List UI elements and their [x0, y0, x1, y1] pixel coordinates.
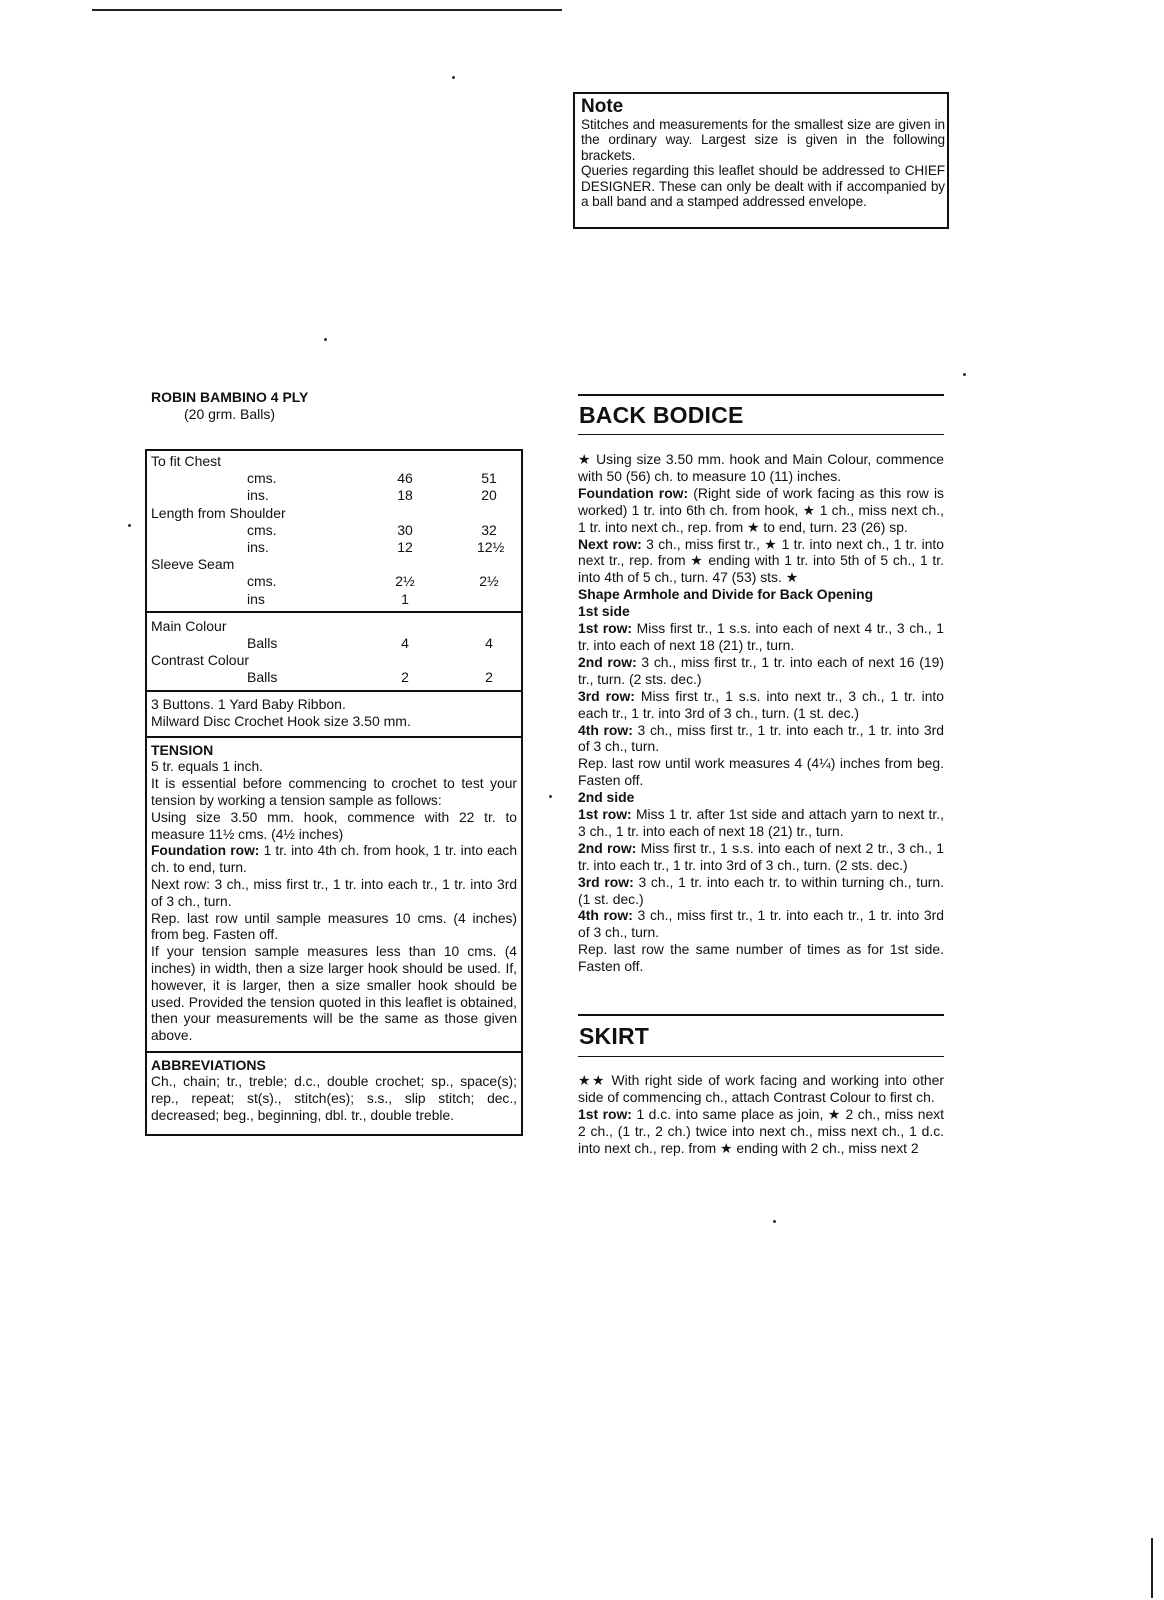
specification-box — [145, 449, 523, 1136]
side1-row3 — [578, 688, 944, 722]
measurements-row-label: cms. — [247, 573, 277, 590]
side1-row3-label: 3rd row: — [578, 687, 635, 704]
side2-row1-text: Miss 1 tr. after 1st side and attach yarn to next tr., 3 ch., 1 tr. into each of next 18 (21) tr., turn. — [578, 806, 944, 839]
side1-row1-label: 1st row: — [578, 620, 633, 637]
back-bodice-rule-top — [578, 394, 944, 396]
measurements-row-large: 12½ — [477, 538, 505, 555]
skirt-row1 — [578, 1106, 944, 1157]
materials-row-large: 4 — [485, 634, 493, 651]
materials-row-large: 2 — [485, 669, 493, 686]
back-bodice-rule-bottom — [578, 434, 944, 435]
measurements-row — [147, 539, 521, 556]
side2-row1-label: 1st row: — [578, 806, 632, 823]
note-box — [573, 92, 949, 229]
measurements-row — [147, 470, 521, 487]
measurements-row-label: ins — [247, 590, 265, 607]
abbreviations-section — [147, 1051, 521, 1134]
materials-row — [147, 669, 521, 686]
abbreviations-text: Ch., chain; tr., treble; d.c., double crochet; sp., space(s); rep., repeat; st(s)., stitch(es); s.s., slip stitch; dec., decreased; beg., beginning, dbl. tr., double treble. — [151, 1073, 517, 1123]
scan-edge-mark — [1151, 1538, 1153, 1598]
measurements-row — [147, 522, 521, 539]
back-bodice-next — [578, 536, 944, 587]
materials-row-label: Balls — [247, 634, 278, 651]
yarn-title: ROBIN BAMBINO 4 PLY — [151, 389, 309, 405]
measurements-row-small: 12 — [397, 538, 413, 555]
scan-speck — [963, 373, 966, 376]
back-bodice-foundation — [578, 485, 944, 536]
measurements-row-label: Length from Shoulder — [151, 504, 286, 521]
second-side-heading: 2nd side — [578, 789, 635, 806]
measurements-row-label: ins. — [247, 487, 269, 504]
side2-row1 — [578, 806, 944, 840]
tension-text-7: If your tension sample measures less than 10 cms. (4 inches) in width, then a size larger hook should be used. If, however, it is larger, then a size smaller hook should be used. Provided the tension quoted in this leaflet is obtained, then your measurements will be the same as those given above. — [151, 944, 517, 1044]
side1-repeat: Rep. last row until work measures 4 (4¼) inches from beg. Fasten off. — [578, 755, 944, 789]
measurements-row-small: 1 — [401, 590, 409, 607]
side1-row3-text: Miss first tr., 1 s.s. into next tr., 3 ch., 1 tr. into each tr., 1 tr. into 3rd of 3 ch., turn. (1 st. dec.) — [578, 687, 945, 721]
tension-section — [147, 736, 521, 1051]
next-row-text: 3 ch., miss first tr., ★ 1 tr. into next ch., 1 tr. into next tr., rep. from ★ ending with 1 tr. into 5th of 5 ch., 1 tr. into 4th of 5 ch., turn. 47 (53) sts. ★ — [578, 535, 945, 586]
tension-text-2: It is essential before commencing to crochet to test your tension by working a tension sample as follows: — [151, 776, 517, 809]
note-title: Note — [581, 96, 624, 117]
scan-speck — [324, 338, 327, 341]
notions-line-1: 3 Buttons. 1 Yard Baby Ribbon. — [151, 696, 346, 713]
side1-row4-text: 3 ch., miss first tr., 1 tr. into each tr., 1 tr. into 3rd of 3 ch., turn. — [578, 721, 944, 755]
scan-speck — [773, 1220, 776, 1223]
measurements-row-label: Sleeve Seam — [151, 556, 235, 573]
tension-text-3: Using size 3.50 mm. hook, commence with 22 tr. to measure 11½ cms. (4½ inches) — [151, 809, 517, 842]
tension-text-6: Rep. last row until sample measures 10 cms. (4 inches) from beg. Fasten off. — [151, 910, 517, 943]
measurements-row-large: 2½ — [479, 573, 499, 590]
side1-row2-text: 3 ch., miss first tr., 1 tr. into each of next 16 (19) tr., turn. (2 sts. dec.) — [578, 653, 944, 687]
scan-speck — [549, 795, 552, 798]
scan-speck — [128, 524, 131, 527]
side2-row4-label: 4th row: — [578, 907, 633, 924]
side2-row2 — [578, 840, 944, 874]
side2-row4-text: 3 ch., miss first tr., 1 tr. into each tr., 1 tr. into 3rd of 3 ch., turn. — [578, 907, 944, 941]
measurements-row — [147, 591, 521, 608]
back-bodice-title: BACK BODICE — [579, 402, 744, 428]
tension-text-1: 5 tr. equals 1 inch. — [151, 759, 263, 775]
yarn-subtitle: (20 grm. Balls) — [184, 406, 276, 422]
scan-speck — [452, 76, 455, 79]
materials-row — [147, 618, 521, 635]
next-row-label: Next row: — [578, 535, 642, 552]
measurements-row — [147, 487, 521, 504]
abbreviations-title: ABBREVIATIONS — [151, 1056, 266, 1073]
side2-row2-label: 2nd row: — [578, 839, 637, 856]
side2-repeat: Rep. last row the same number of times as for 1st side. Fasten off. — [578, 941, 944, 975]
materials-row-small: 4 — [401, 634, 409, 651]
skirt-row1-label: 1st row: — [578, 1105, 632, 1122]
tension-text-5: Next row: 3 ch., miss first tr., 1 tr. into each tr., 1 tr. into 3rd of 3 ch., turn. — [151, 877, 517, 909]
measurements-row-large: 20 — [481, 487, 497, 504]
measurements-row-large: 32 — [481, 521, 497, 538]
side1-row2-label: 2nd row: — [578, 653, 637, 670]
materials-row-label: Main Colour — [151, 617, 227, 634]
measurements-row-label: cms. — [247, 521, 277, 538]
tension-text-4 — [151, 843, 517, 877]
measurements-row — [147, 505, 521, 522]
side1-row1-text: Miss first tr., 1 s.s. into each of next 4 tr., 3 ch., 1 tr. into each of next 18 (21) tr., turn. — [578, 620, 944, 653]
skirt-rule-top — [578, 1014, 944, 1016]
top-rule — [92, 9, 562, 11]
side2-row2-text: Miss first tr., 1 s.s. into each of next 2 tr., 3 ch., 1 tr. into each tr., 1 tr. into 3rd of 3 ch., turn. (2 sts. dec.) — [578, 839, 944, 873]
note-paragraph-1: Stitches and measurements for the smallest size are given in the ordinary way. Largest size is given in the following brackets. — [581, 117, 945, 163]
note-paragraph-2: Queries regarding this leaflet should be addressed to CHIEF DESIGNER. These can only be dealt with if accompanied by a ball band and a stamped addressed envelope. — [581, 163, 945, 210]
side1-row1 — [578, 620, 944, 654]
materials-row-label: Contrast Colour — [151, 652, 250, 669]
tension-foundation-text: 1 tr. into 4th ch. from hook, 1 tr. into each ch. to end, turn. — [151, 843, 517, 876]
side2-row4 — [578, 907, 944, 941]
skirt-instructions — [578, 1072, 944, 1157]
measurements-row-small: 2½ — [395, 573, 415, 590]
tension-foundation-label: Foundation row: — [151, 843, 260, 859]
side2-row3-text: 3 ch., 1 tr. into each tr. to within turning ch., turn. (1 st. dec.) — [578, 873, 945, 907]
back-bodice-intro: ★ Using size 3.50 mm. hook and Main Colour, commence with 50 (56) ch. to measure 10 (11) inches. — [578, 451, 944, 484]
measurements-row-label: To fit Chest — [151, 453, 222, 469]
side1-row4 — [578, 722, 944, 756]
measurements-row — [147, 573, 521, 590]
notions-section — [147, 690, 521, 736]
measurements-row-small: 30 — [397, 521, 413, 538]
side2-row3-label: 3rd row: — [578, 873, 634, 890]
foundation-label: Foundation row: — [578, 484, 689, 501]
materials-row-small: 2 — [401, 669, 409, 686]
back-bodice-instructions — [578, 451, 944, 975]
shape-armhole-heading: Shape Armhole and Divide for Back Opening — [578, 586, 874, 603]
measurements-row-large: 51 — [481, 470, 497, 487]
skirt-rule-bottom — [578, 1056, 944, 1057]
measurements-row-label: cms. — [247, 470, 277, 487]
skirt-intro: ★★ With right side of work facing and working into other side of commencing ch., attach Contrast Colour to first ch. — [578, 1072, 944, 1105]
tension-title: TENSION — [151, 742, 214, 759]
measurements-row-label: ins. — [247, 538, 269, 555]
materials-row — [147, 635, 521, 652]
side1-row2 — [578, 654, 944, 688]
skirt-title: SKIRT — [579, 1023, 649, 1049]
materials-section — [147, 611, 521, 691]
notions-line-2: Milward Disc Crochet Hook size 3.50 mm. — [151, 713, 411, 730]
skirt-row1-text: 1 d.c. into same place as join, ★ 2 ch., miss next 2 ch., (1 tr., 2 ch.) twice into next ch., miss next ch., 1 d.c. into next ch., rep. from ★ ending with 2 ch., miss next 2 — [578, 1105, 944, 1156]
measurements-row-small: 18 — [397, 487, 413, 504]
materials-row-label: Balls — [247, 669, 278, 686]
side2-row3 — [578, 874, 944, 908]
measurements-section — [147, 449, 521, 611]
foundation-text: (Right side of work facing as this row is worked) 1 tr. into 6th ch. from hook, ★ 1 ch., miss next ch., 1 tr. into next ch., rep. from ★ to end, turn. 23 (26) sp. — [578, 484, 944, 535]
materials-row — [147, 652, 521, 669]
measurements-row — [147, 453, 521, 470]
measurements-row-small: 46 — [397, 470, 413, 487]
measurements-row — [147, 556, 521, 573]
first-side-heading: 1st side — [578, 603, 630, 620]
side1-row4-label: 4th row: — [578, 721, 633, 738]
